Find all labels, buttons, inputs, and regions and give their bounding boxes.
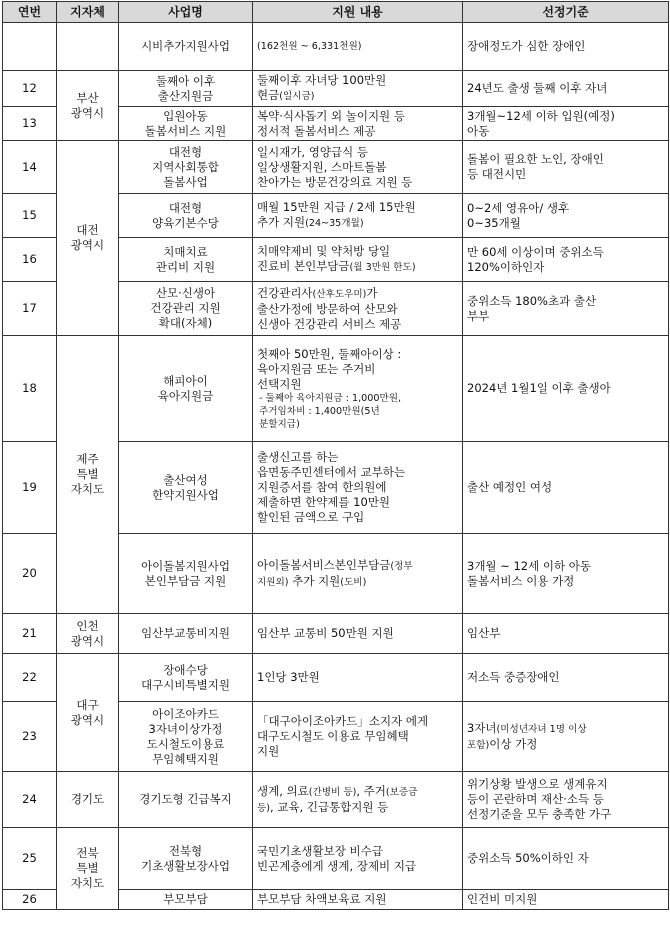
criteria-text: 이상 가정 <box>489 736 538 751</box>
region-jeonbuk: 전북 특별 자치도 <box>57 828 119 910</box>
header-support: 지원 내용 <box>253 2 463 23</box>
support-content: 일시재가, 영양급식 등 일상생활지원, 스마트돌봄 찬아가는 방문건강의료 지원 등 <box>253 141 463 194</box>
support-program-table <box>2 1 669 910</box>
support-content <box>253 194 463 238</box>
selection-criteria: 임산부 <box>463 614 669 654</box>
region-gyeonggi: 경기도 <box>57 772 119 828</box>
program-name: 전북형 기초생활보장사업 <box>119 828 253 890</box>
selection-criteria: 3개월 ~ 12세 이하 아동 돌봄서비스 이용 가정 <box>463 534 669 614</box>
support-text: 매월 15만원 지급 / 2세 15만원 추가 지원 <box>257 200 416 229</box>
support-text: 건강관리사 <box>257 285 313 300</box>
row-number: 22 <box>3 654 57 702</box>
header-region: 지자체 <box>57 2 119 23</box>
support-content: 국민기초생활보장 비수급 빈곤계층에게 생계, 장제비 지급 <box>253 828 463 890</box>
row-number: 21 <box>3 614 57 654</box>
support-note: (도비) <box>340 576 367 588</box>
program-name: 출산여성 한약지원사업 <box>119 442 253 534</box>
support-note: - 둘째아 육아지원금 : 1,000만원, 주거임차비 : 1,400만원(5년 분할지급) <box>259 392 402 430</box>
support-content <box>253 71 463 107</box>
selection-criteria: 만 60세 이상이며 중위소득 120%이하인자 <box>463 238 669 282</box>
row-number: 23 <box>3 702 57 772</box>
header-criteria: 선정기준 <box>463 2 669 23</box>
support-content <box>253 534 463 614</box>
support-text: 둘째이후 자녀당 100만원 현금 <box>257 73 387 102</box>
program-name: 아이조아카드 3자녀이상가정 도시철도이용료 무임혜택지원 <box>119 702 253 772</box>
row-number: 25 <box>3 828 57 890</box>
row-number: 14 <box>3 141 57 194</box>
support-note: (정부 지원외) <box>257 560 413 588</box>
program-name: 대전형 지역사회통합 돌봄사업 <box>119 141 253 194</box>
program-name: 시비추가지원사업 <box>119 23 253 71</box>
table-row <box>3 23 669 71</box>
selection-criteria: 출산 예정인 여성 <box>463 442 669 534</box>
row-number: 15 <box>3 194 57 238</box>
table-row <box>3 141 669 194</box>
criteria-text: 3자녀 <box>467 720 497 735</box>
program-name: 임산부교통비지원 <box>119 614 253 654</box>
row-number: 19 <box>3 442 57 534</box>
support-note: (월 3만원 한도) <box>349 262 416 273</box>
row-number: 20 <box>3 534 57 614</box>
region-cell <box>57 23 119 71</box>
program-name: 산모·신생아 건강관리 지원 확대(자체) <box>119 282 253 336</box>
header-name: 사업명 <box>119 2 253 23</box>
support-text: 첫째아 50만원, 둘째아이상 : 육아지원금 또는 주거비 선택지원 <box>257 346 402 391</box>
program-name: 해피아이 육아지원금 <box>119 336 253 442</box>
criteria-note: (미성년자녀 1명 이상 포함) <box>467 723 587 751</box>
program-name: 둘째아 이후 출산지원금 <box>119 71 253 107</box>
region-incheon: 인천 광역시 <box>57 614 119 654</box>
selection-criteria: 중위소득 50%이하인 자 <box>463 828 669 890</box>
row-number: 18 <box>3 336 57 442</box>
program-name: 장애수당 대구시비특별지원 <box>119 654 253 702</box>
support-text: , 주거 <box>356 783 386 798</box>
program-name: 아이돌봄지원사업 본인부담금 지원 <box>119 534 253 614</box>
support-note: (산후도우미) <box>312 288 367 300</box>
program-name: 경기도형 긴급복지 <box>119 772 253 828</box>
selection-criteria: 인건비 미지원 <box>463 890 669 910</box>
selection-criteria: 24년도 출생 둘째 이후 자녀 <box>463 71 669 107</box>
selection-criteria: 0~2세 영유아/ 생후 0~35개월 <box>463 194 669 238</box>
row-number: 16 <box>3 238 57 282</box>
support-text: 가 출산가정에 방문하여 산모와 신생아 건강관리 서비스 제공 <box>257 285 402 331</box>
support-text: 추가 지원 <box>288 573 341 588</box>
selection-criteria <box>463 702 669 772</box>
support-content: 부모부담 차액보육료 지원 <box>253 890 463 910</box>
selection-criteria: 2024년 1월1일 이후 출생아 <box>463 336 669 442</box>
header-no: 연번 <box>3 2 57 23</box>
selection-criteria: 3개월~12세 이하 입원(예정) 아동 <box>463 107 669 141</box>
support-note: (일시금) <box>279 91 315 102</box>
support-content <box>253 772 463 828</box>
support-content: 「대구아이조아카드」소지자 에게 대구도시철도 이용료 무임혜택 지원 <box>253 702 463 772</box>
support-note: (보증금 등) <box>257 786 418 814</box>
support-content: (162천원 ~ 6,331천원) <box>253 23 463 71</box>
support-text: 치매약제비 및 약처방 당일 진료비 본인부담금 <box>257 244 391 273</box>
row-number: 13 <box>3 107 57 141</box>
selection-criteria: 돌봄이 필요한 노인, 장애인 등 대전시민 <box>463 141 669 194</box>
table-header-row <box>3 2 669 23</box>
program-name: 입원아동 돌봄서비스 지원 <box>119 107 253 141</box>
table-row <box>3 654 669 702</box>
row-number: 12 <box>3 71 57 107</box>
table-row <box>3 772 669 828</box>
table-row <box>3 336 669 442</box>
table-row <box>3 828 669 890</box>
selection-criteria: 중위소득 180%초과 출산 부부 <box>463 282 669 336</box>
region-daejeon: 대전 광역시 <box>57 141 119 336</box>
selection-criteria: 저소득 중증장애인 <box>463 654 669 702</box>
program-name: 대전형 양육기본수당 <box>119 194 253 238</box>
region-jeju: 제주 특별 자치도 <box>57 336 119 614</box>
program-name: 부모부담 <box>119 890 253 910</box>
region-daegu: 대구 광역시 <box>57 654 119 772</box>
support-content: 임산부 교통비 50만원 지원 <box>253 614 463 654</box>
support-content: 복약·식사돕기 외 놀이지원 등 정서적 돌봄서비스 제공 <box>253 107 463 141</box>
program-name: 치매치료 관리비 지원 <box>119 238 253 282</box>
row-number: 24 <box>3 772 57 828</box>
row-number: 17 <box>3 282 57 336</box>
selection-criteria: 장애정도가 심한 장애인 <box>463 23 669 71</box>
support-note: (24~35개월) <box>305 218 364 229</box>
selection-criteria: 위기상황 발생으로 생계유지 등이 곤란하며 재산·소득 등 선정기준을 모두 충족한 가구 <box>463 772 669 828</box>
support-text: , 교육, 긴급통합지원 등 <box>270 799 389 814</box>
support-content: 1인당 3만원 <box>253 654 463 702</box>
row-number <box>3 23 57 71</box>
table-row <box>3 71 669 107</box>
support-text: 아이돌봄서비스본인부담금 <box>257 557 391 572</box>
support-content <box>253 282 463 336</box>
row-number: 26 <box>3 890 57 910</box>
support-text: 생계, 의료 <box>257 783 309 798</box>
support-note: (간병비 등) <box>308 786 357 798</box>
support-content: 출생신고를 하는 읍면동주민센터에서 교부하는 지원증서를 참여 한의원에 제출하면 한약제를 10만원 할인된 금액으로 구입 <box>253 442 463 534</box>
support-content <box>253 238 463 282</box>
table-row <box>3 614 669 654</box>
support-content <box>253 336 463 442</box>
region-busan: 부산 광역시 <box>57 71 119 141</box>
